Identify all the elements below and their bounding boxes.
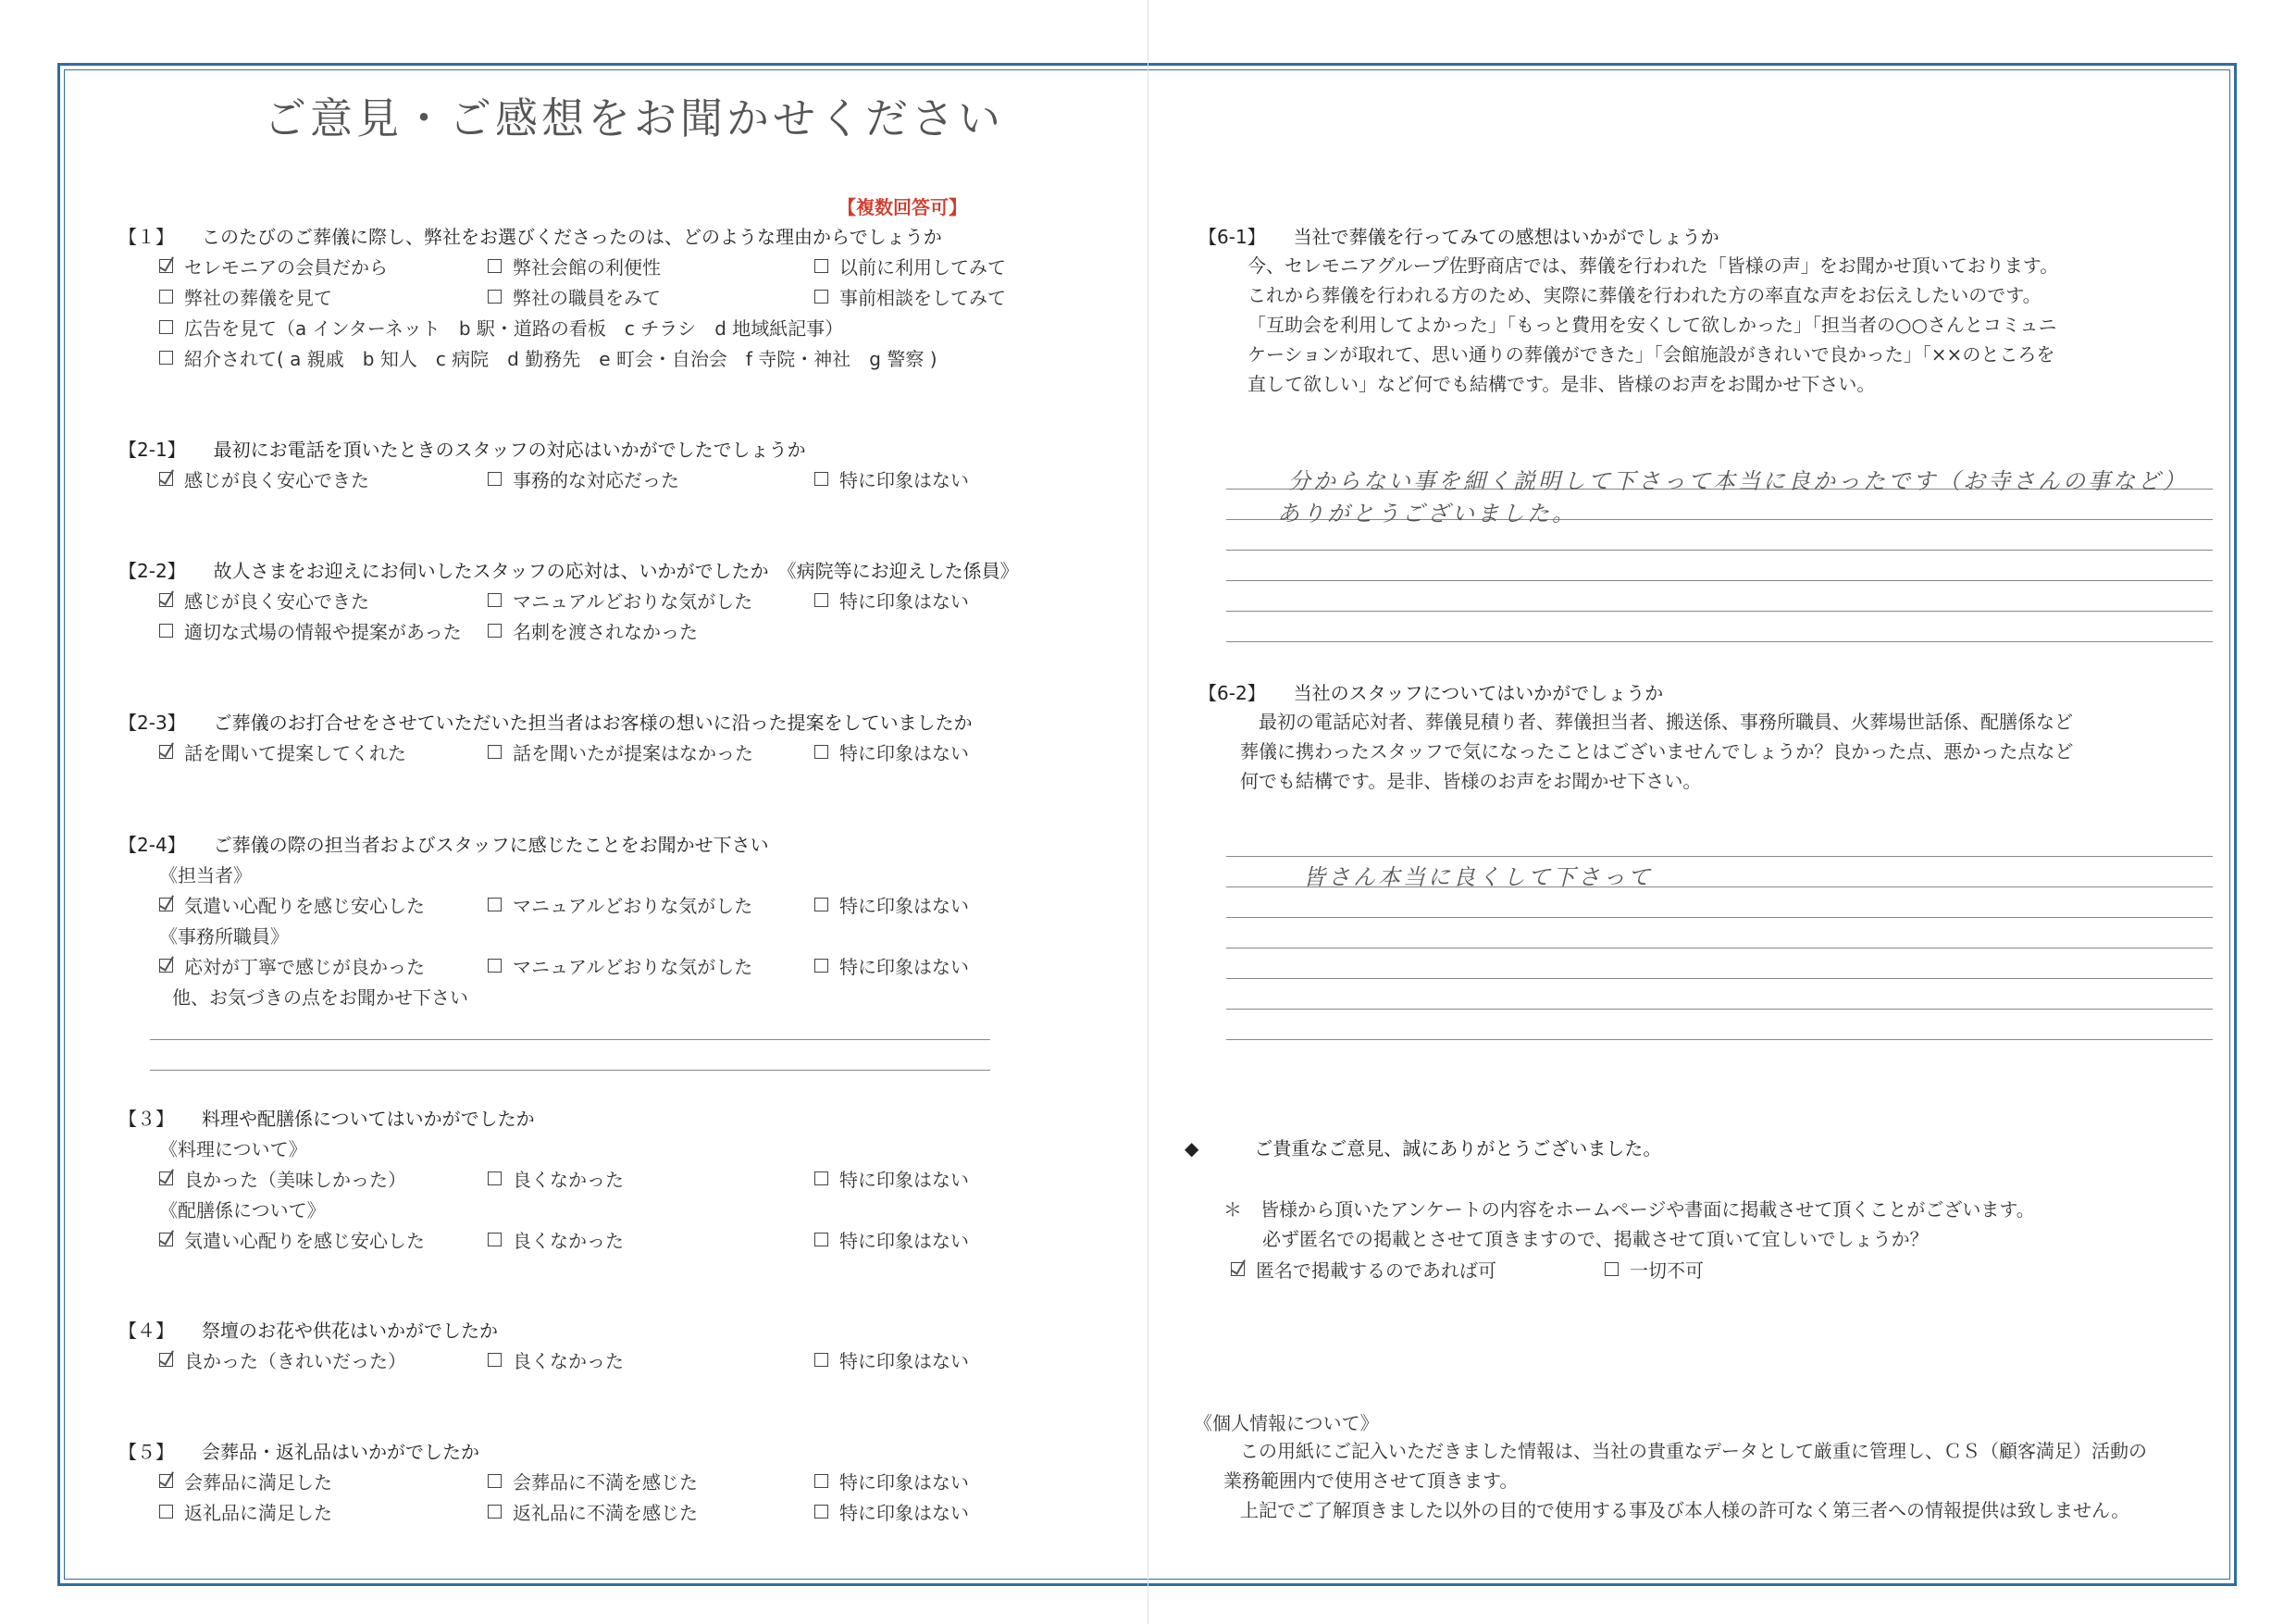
publish-note-line: ＊ 皆様から頂いたアンケートの内容をホームページや書面に掲載させて頂くことがございます。: [1223, 1198, 2035, 1221]
q6-2-body-line: 何でも結構です。是非、皆様のお声をお聞かせ下さい。: [1240, 770, 1702, 792]
page-title: ご意見・ご感想をお聞かせください: [264, 93, 1004, 143]
q3-subheading-food: 《料理について》: [159, 1138, 307, 1160]
q2-2-option[interactable]: 特に印象はない: [814, 587, 969, 614]
checkbox[interactable]: [488, 624, 502, 638]
q2-4-option[interactable]: 特に印象はない: [814, 952, 969, 979]
multi-answer-tag: 【複数回答可】: [838, 196, 967, 218]
checkbox[interactable]: [814, 898, 828, 911]
q3-option[interactable]: 特に印象はない: [814, 1165, 969, 1192]
checkbox[interactable]: [159, 1353, 173, 1367]
checkbox[interactable]: [488, 290, 502, 304]
checkbox[interactable]: [814, 959, 828, 973]
q5-question: 【５】 会葬品・返礼品はいかがでしたか: [118, 1441, 479, 1463]
q4-option[interactable]: 良かった（きれいだった）: [159, 1346, 406, 1373]
privacy-body-line: 業務範囲内で使用させて頂きます。: [1223, 1469, 1519, 1492]
checkbox[interactable]: [814, 745, 828, 759]
q3-option[interactable]: 良くなかった: [488, 1165, 624, 1192]
checkbox[interactable]: [488, 1353, 502, 1367]
checkbox[interactable]: [488, 259, 502, 273]
q2-2-option[interactable]: マニュアルどおりな気がした: [488, 587, 752, 614]
checkbox[interactable]: [814, 1353, 828, 1367]
publish-note-line: 必ず匿名での掲載とさせて頂きますので、掲載させて頂いて宜しいでしょうか？: [1262, 1228, 1929, 1250]
q2-1-option[interactable]: 感じが良く安心できた: [159, 465, 369, 492]
q5-option[interactable]: 返礼品に満足した: [159, 1498, 332, 1525]
checkbox[interactable]: [814, 1505, 828, 1519]
q6-1-body-line: これから葬儀を行われる方のため、実際に葬儀を行われた方の率直な声をお伝えしたいのです。: [1247, 284, 2042, 306]
checkbox[interactable]: [1231, 1262, 1245, 1276]
q5-option[interactable]: 会葬品に満足した: [159, 1468, 332, 1494]
q2-3-option[interactable]: 話を聞いたが提案はなかった: [488, 738, 753, 765]
q6-1-body-line: ケーションが取れて、思い通りの葬儀ができた」「会館施設がきれいで良かった」「××のところを: [1247, 343, 2055, 366]
q2-4-option[interactable]: 特に印象はない: [814, 891, 969, 918]
checkbox[interactable]: [488, 593, 502, 607]
q4-question: 【４】 祭壇のお花や供花はいかがでしたか: [118, 1320, 498, 1342]
checkbox[interactable]: [488, 745, 502, 759]
checkbox[interactable]: [1605, 1262, 1619, 1276]
q5-option[interactable]: 特に印象はない: [814, 1468, 969, 1494]
checkbox[interactable]: [159, 351, 173, 365]
publish-consent-no[interactable]: 一切不可: [1605, 1256, 1704, 1283]
q6-2-answer-line[interactable]: [1226, 978, 2213, 979]
q1-option[interactable]: セレモニアの会員だから: [159, 253, 388, 279]
q6-1-answer-line[interactable]: [1226, 641, 2213, 642]
q6-2-answer-line[interactable]: [1226, 1009, 2213, 1010]
q2-4-option[interactable]: マニュアルどおりな気がした: [488, 891, 752, 918]
privacy-body-line: 上記でご了解頂きました以外の目的で使用する事及び本人様の許可なく第三者への情報提供は致しません。: [1240, 1499, 2130, 1521]
checkbox[interactable]: [159, 290, 173, 304]
q2-1-question: 【2-1】 最初にお電話を頂いたときのスタッフの対応はいかがでしたでしょうか: [118, 439, 806, 461]
q2-4-answer-line[interactable]: [150, 1070, 990, 1071]
q6-1-answer-line[interactable]: [1226, 550, 2213, 551]
q1-option[interactable]: 紹介されて( a 親戚 b 知人 c 病院 d 勤務先 e 町会・自治会 f 寺院・神社 g 警察 ): [159, 344, 937, 371]
q3-option[interactable]: 良くなかった: [488, 1226, 624, 1253]
checkbox[interactable]: [159, 320, 173, 334]
checkbox[interactable]: [159, 1474, 173, 1488]
checkbox[interactable]: [488, 1233, 502, 1246]
thanks-message: ◆ ご貴重なご意見、誠にありがとうございました。: [1185, 1137, 1662, 1159]
q3-subheading-servers: 《配膳係について》: [159, 1199, 326, 1221]
q1-option[interactable]: 広告を見て（a インターネット b 駅・道路の看板 c チラシ d 地域紙記事）: [159, 314, 843, 341]
q1-option[interactable]: 事前相談をしてみて: [814, 283, 1006, 310]
q6-2-handwritten-answer: 皆さん本当に良くして下さって: [1303, 864, 1653, 890]
checkbox[interactable]: [159, 1233, 173, 1246]
q3-option[interactable]: 良かった（美味しかった）: [159, 1165, 406, 1192]
privacy-heading: 《個人情報について》: [1194, 1412, 1379, 1434]
q2-4-option[interactable]: 気遣い心配りを感じ安心した: [159, 891, 425, 918]
checkbox[interactable]: [488, 1505, 502, 1519]
checkbox[interactable]: [159, 1505, 173, 1519]
q2-2-option[interactable]: 名刺を渡されなかった: [488, 617, 698, 644]
q2-4-answer-line[interactable]: [150, 1039, 990, 1040]
q2-1-option[interactable]: 事務的な対応だった: [488, 465, 679, 492]
q2-2-question: 【2-2】 故人さまをお迎えにお伺いしたスタッフの応対は、いかがでしたか 《病院等にお迎えした係員》: [118, 560, 1019, 582]
q6-1-question: 【6-1】 当社で葬儀を行ってみての感想はいかがでしょうか: [1198, 226, 1719, 248]
q2-2-option[interactable]: 感じが良く安心できた: [159, 587, 369, 614]
q4-option[interactable]: 特に印象はない: [814, 1346, 969, 1373]
q6-2-answer-line[interactable]: [1226, 856, 2213, 857]
checkbox[interactable]: [814, 1233, 828, 1246]
q5-option[interactable]: 特に印象はない: [814, 1498, 969, 1525]
checkbox[interactable]: [159, 472, 173, 486]
checkbox[interactable]: [488, 898, 502, 911]
q6-2-body-line: 葬儀に携わったスタッフで気になったことはございませんでしょうか？良かった点、悪かった点など: [1240, 740, 2074, 762]
q5-option[interactable]: 返礼品に不満を感じた: [488, 1498, 698, 1525]
checkbox[interactable]: [159, 898, 173, 911]
checkbox[interactable]: [159, 624, 173, 638]
checkbox[interactable]: [488, 1474, 502, 1488]
checkbox[interactable]: [814, 290, 828, 304]
q1-question: 【１】 このたびのご葬儀に際し、弊社をお選びくださったのは、どのような理由からでしょうか: [118, 226, 942, 248]
q2-4-other-prompt: 他、お気づきの点をお聞かせ下さい: [172, 986, 468, 1009]
q6-2-question: 【6-2】 当社のスタッフについてはいかがでしょうか: [1198, 682, 1664, 704]
q2-3-option[interactable]: 特に印象はない: [814, 738, 969, 765]
publish-consent-yes[interactable]: 匿名で掲載するのであれば可: [1231, 1256, 1496, 1283]
checkbox[interactable]: [488, 1172, 502, 1185]
checkbox[interactable]: [159, 745, 173, 759]
q2-4-question: 【2-4】 ご葬儀の際の担当者およびスタッフに感じたことをお聞かせ下さい: [118, 834, 769, 856]
q6-1-body-line: 「互助会を利用してよかった」「もっと費用を安くして欲しかった」「担当者の○○さんとコミュニ: [1247, 314, 2057, 336]
q2-4-subheading-staff: 《担当者》: [159, 864, 252, 886]
q6-2-answer-line[interactable]: [1226, 1039, 2213, 1040]
q6-2-answer-line[interactable]: [1226, 917, 2213, 918]
q6-1-body-line: 直して欲しい」など何でも結構です。是非、皆様のお声をお聞かせ下さい。: [1247, 373, 1876, 395]
q6-1-body-line: 今、セレモニアグループ佐野商店では、葬儀を行われた「皆様の声」をお聞かせ頂いております。: [1247, 254, 2059, 277]
q2-2-option[interactable]: 適切な式場の情報や提案があった: [159, 617, 462, 644]
q2-3-option[interactable]: 話を聞いて提案してくれた: [159, 738, 406, 765]
privacy-body-line: この用紙にご記入いただきました情報は、当社の貴重なデータとして厳重に管理し、ＣＳ（顧客満足）活動の: [1240, 1440, 2147, 1462]
q2-4-subheading-office: 《事務所職員》: [159, 925, 289, 948]
q6-1-handwritten-answer: ありがとうございました。: [1277, 501, 1577, 527]
q3-option[interactable]: 気遣い心配りを感じ安心した: [159, 1226, 425, 1253]
checkbox[interactable]: [159, 959, 173, 973]
q2-4-option[interactable]: 応対が丁寧で感じが良かった: [159, 952, 425, 979]
q6-1-answer-line[interactable]: [1226, 611, 2213, 612]
checkbox[interactable]: [814, 1172, 828, 1185]
q3-question: 【３】 料理や配膳係についてはいかがでしたか: [118, 1108, 535, 1130]
q6-1-answer-line[interactable]: [1226, 580, 2213, 581]
q1-option[interactable]: 弊社の職員をみて: [488, 283, 661, 310]
q2-1-option[interactable]: 特に印象はない: [814, 465, 969, 492]
q6-2-body-line: 最初の電話応対者、葬儀見積り者、葬儀担当者、搬送係、事務所職員、火葬場世話係、配膳係など: [1259, 711, 2073, 733]
q3-option[interactable]: 特に印象はない: [814, 1226, 969, 1253]
checkbox[interactable]: [488, 472, 502, 486]
q2-3-question: 【2-3】 ご葬儀のお打合せをさせていただいた担当者はお客様の想いに沿った提案をしていましたか: [118, 712, 973, 734]
q1-option[interactable]: 弊社会館の利便性: [488, 253, 661, 279]
checkbox[interactable]: [814, 593, 828, 607]
checkbox[interactable]: [814, 259, 828, 273]
q1-option[interactable]: 以前に利用してみて: [814, 253, 1006, 279]
checkbox[interactable]: [814, 1474, 828, 1488]
checkbox[interactable]: [814, 472, 828, 486]
q4-option[interactable]: 良くなかった: [488, 1346, 624, 1373]
checkbox[interactable]: [488, 959, 502, 973]
checkbox[interactable]: [159, 1172, 173, 1185]
q1-option[interactable]: 弊社の葬儀を見て: [159, 283, 332, 310]
q2-4-option[interactable]: マニュアルどおりな気がした: [488, 952, 752, 979]
q6-1-handwritten-answer: 分からない事を細く説明して下さって本当に良かったです（お寺さんの事など）: [1288, 468, 2188, 494]
checkbox[interactable]: [159, 259, 173, 273]
checkbox[interactable]: [159, 593, 173, 607]
q5-option[interactable]: 会葬品に不満を感じた: [488, 1468, 698, 1494]
